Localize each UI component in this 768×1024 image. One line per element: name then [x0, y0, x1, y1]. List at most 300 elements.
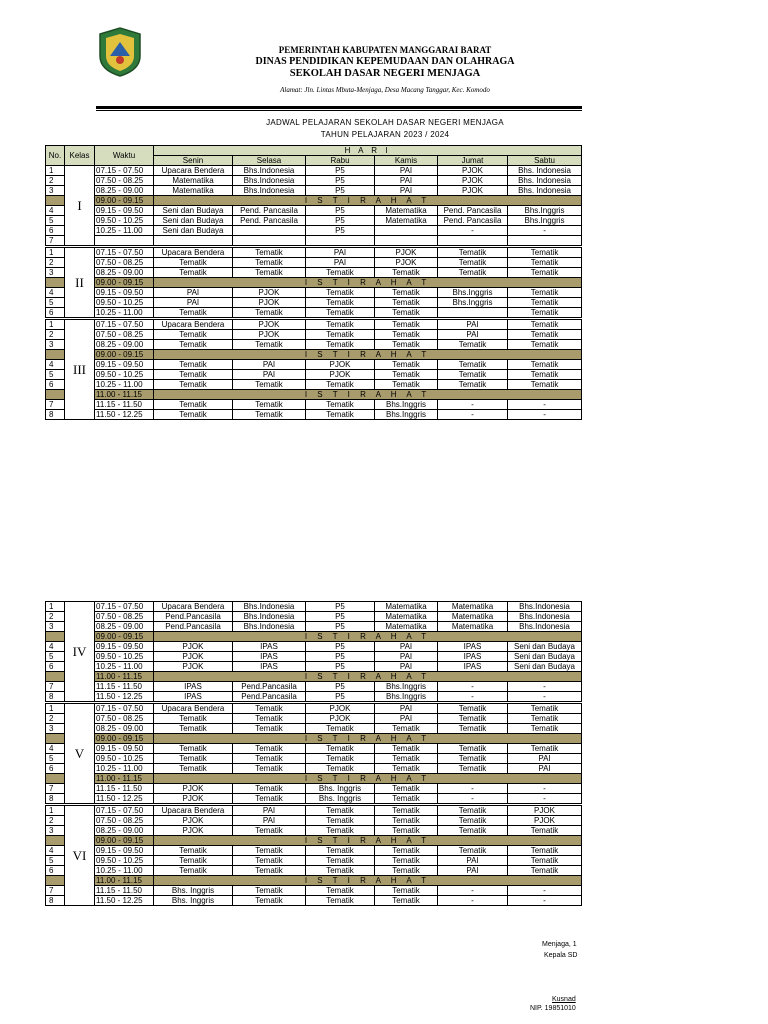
period-number: 2 [46, 612, 65, 622]
subject-cell: PJOK [154, 816, 233, 826]
period-number: 3 [46, 826, 65, 836]
subject-cell: Upacara Bendera [154, 602, 233, 612]
subject-cell: - [508, 794, 582, 805]
subject-cell: Matematika [154, 176, 233, 186]
subject-cell: IPAS [438, 652, 508, 662]
subject-cell: Tematik [438, 816, 508, 826]
subject-cell: PJOK [508, 805, 582, 816]
subject-cell: Tematik [508, 268, 582, 278]
subject-cell: Tematik [154, 754, 233, 764]
period-number: 1 [46, 319, 65, 330]
subject-cell: Pend. Pancasila [233, 206, 306, 216]
subject-cell: P5 [306, 176, 375, 186]
subject-cell: PAI [233, 370, 306, 380]
subject-cell: Bhs.Inggris [375, 692, 438, 703]
period-number [46, 774, 65, 784]
subject-cell: Tematik [375, 896, 438, 906]
subject-cell: Tematik [375, 826, 438, 836]
lesson-row [46, 622, 582, 632]
subject-cell [508, 236, 582, 247]
subject-cell: PAI [375, 186, 438, 196]
subject-cell: Tematik [306, 826, 375, 836]
subject-cell: PJOK [233, 319, 306, 330]
period-time: 08.25 - 09.00 [95, 186, 154, 196]
subject-cell: Tematik [154, 410, 233, 420]
period-number [46, 734, 65, 744]
subject-cell: IPAS [154, 682, 233, 692]
subject-cell: - [438, 410, 508, 420]
subject-cell: PJOK [438, 166, 508, 176]
subject-cell: IPAS [154, 692, 233, 703]
school-name: SEKOLAH DASAR NEGERI MENJAGA [289, 68, 481, 79]
period-number: 3 [46, 268, 65, 278]
period-number: 2 [46, 176, 65, 186]
period-time: 08.25 - 09.00 [95, 622, 154, 632]
period-number: 6 [46, 866, 65, 876]
period-time: 07.50 - 08.25 [95, 176, 154, 186]
subject-cell: Bhs. Inggris [306, 784, 375, 794]
schedule-table-classes-1-3 [45, 145, 582, 420]
subject-cell: Tematik [508, 258, 582, 268]
subject-cell: Tematik [154, 846, 233, 856]
period-time: 10.25 - 11.00 [95, 226, 154, 236]
subject-cell: Tematik [438, 247, 508, 258]
lesson-row [46, 226, 582, 236]
break-row [46, 390, 582, 400]
subject-cell: Tematik [154, 400, 233, 410]
period-time: 09.00 - 09.15 [95, 350, 154, 360]
period-time: 09.50 - 10.25 [95, 298, 154, 308]
subject-cell: P5 [306, 662, 375, 672]
subject-cell: Tematik [375, 380, 438, 390]
schedule-body-2 [46, 602, 582, 906]
period-time: 09.15 - 09.50 [95, 288, 154, 298]
subject-cell: Tematik [154, 340, 233, 350]
period-time: 09.00 - 09.15 [95, 196, 154, 206]
subject-cell: Upacara Bendera [154, 166, 233, 176]
lesson-row [46, 826, 582, 836]
subject-cell: Tematik [508, 866, 582, 876]
lesson-row [46, 216, 582, 226]
period-time: 11.50 - 12.25 [95, 896, 154, 906]
lesson-row [46, 308, 582, 319]
period-time: 09.50 - 10.25 [95, 216, 154, 226]
subject-cell: Matematika [375, 612, 438, 622]
period-time: 11.15 - 11.50 [95, 784, 154, 794]
class-label: II [65, 247, 95, 319]
subject-cell: Tematik [233, 794, 306, 805]
subject-cell: - [438, 886, 508, 896]
subject-cell: Tematik [375, 370, 438, 380]
subject-cell: Bhs.Inggris [375, 400, 438, 410]
subject-cell: Tematik [306, 886, 375, 896]
subject-cell: PJOK [154, 652, 233, 662]
subject-cell: Upacara Bendera [154, 247, 233, 258]
department-title: DINAS PENDIDIKAN KEPEMUDAAN DAN OLAHRAGA [255, 56, 515, 67]
subject-cell [306, 236, 375, 247]
period-time: 08.25 - 09.00 [95, 268, 154, 278]
subject-cell: Tematik [438, 826, 508, 836]
lesson-row [46, 703, 582, 714]
subject-cell: Tematik [233, 866, 306, 876]
subject-cell: Tematik [306, 724, 375, 734]
class-label: IV [65, 602, 95, 703]
subject-cell: Seni dan Budaya [154, 226, 233, 236]
period-number: 4 [46, 642, 65, 652]
subject-cell: P5 [306, 622, 375, 632]
lesson-row [46, 319, 582, 330]
subject-cell: PJOK [233, 288, 306, 298]
subject-cell: Tematik [154, 360, 233, 370]
subject-cell: Tematik [375, 856, 438, 866]
subject-cell: Tematik [154, 370, 233, 380]
break-label: I S T I R A H A T [154, 774, 582, 784]
subject-cell [438, 236, 508, 247]
subject-cell: Tematik [233, 764, 306, 774]
period-number: 8 [46, 794, 65, 805]
subject-cell: Matematika [154, 186, 233, 196]
subject-cell: - [438, 794, 508, 805]
subject-cell: Tematik [508, 298, 582, 308]
subject-cell: Matematika [375, 622, 438, 632]
period-number: 6 [46, 764, 65, 774]
period-number: 3 [46, 622, 65, 632]
subject-cell: Bhs.Inggris [438, 298, 508, 308]
lesson-row [46, 400, 582, 410]
subject-cell: P5 [306, 602, 375, 612]
period-number: 7 [46, 400, 65, 410]
subject-cell: Tematik [375, 754, 438, 764]
subject-cell: Tematik [233, 784, 306, 794]
lesson-row [46, 856, 582, 866]
subject-cell: Tematik [154, 268, 233, 278]
subject-cell: Bhs.Indonesia [508, 602, 582, 612]
period-number: 7 [46, 886, 65, 896]
subject-cell: PJOK [375, 247, 438, 258]
period-number: 5 [46, 370, 65, 380]
header-divider-thick [96, 106, 582, 109]
period-time [95, 236, 154, 247]
lesson-row [46, 206, 582, 216]
subject-cell: Tematik [508, 714, 582, 724]
period-time: 09.00 - 09.15 [95, 632, 154, 642]
subject-cell: Tematik [306, 288, 375, 298]
signature-place-date: Menjaga, 1 [542, 941, 577, 948]
period-number: 5 [46, 856, 65, 866]
subject-cell: Tematik [306, 846, 375, 856]
break-label: I S T I R A H A T [154, 350, 582, 360]
subject-cell: PJOK [154, 642, 233, 652]
col-header-waktu: Waktu [95, 146, 154, 166]
subject-cell: Tematik [306, 866, 375, 876]
class-label: III [65, 319, 95, 420]
period-time: 11.15 - 11.50 [95, 886, 154, 896]
subject-cell [438, 308, 508, 319]
lesson-row [46, 410, 582, 420]
period-time: 10.25 - 11.00 [95, 380, 154, 390]
school-title-block [200, 44, 570, 96]
subject-cell: PJOK [306, 370, 375, 380]
subject-cell: Tematik [233, 896, 306, 906]
subject-cell: Matematika [375, 206, 438, 216]
subject-cell: Tematik [233, 846, 306, 856]
subject-cell: Tematik [233, 410, 306, 420]
period-number: 6 [46, 662, 65, 672]
subject-cell: Tematik [233, 886, 306, 896]
subject-cell: Bhs.Inggris [375, 410, 438, 420]
period-time: 09.00 - 09.15 [95, 734, 154, 744]
signature-nip: NIP. 19851010 [530, 1005, 576, 1012]
subject-cell: Tematik [154, 724, 233, 734]
subject-cell: Seni dan Budaya [508, 652, 582, 662]
subject-cell: Tematik [375, 724, 438, 734]
subject-cell: P5 [306, 216, 375, 226]
subject-cell: Tematik [375, 340, 438, 350]
subject-cell: PAI [438, 866, 508, 876]
period-time: 09.50 - 10.25 [95, 370, 154, 380]
signature-role: Kepala SD [544, 952, 578, 959]
subject-cell: Tematik [306, 298, 375, 308]
subject-cell: Tematik [306, 764, 375, 774]
subject-cell: Tematik [233, 258, 306, 268]
subject-cell: PAI [233, 360, 306, 370]
subject-cell: Tematik [438, 703, 508, 714]
subject-cell: IPAS [438, 662, 508, 672]
subject-cell: PJOK [438, 186, 508, 196]
period-number: 2 [46, 330, 65, 340]
subject-cell: Tematik [438, 258, 508, 268]
subject-cell: IPAS [438, 642, 508, 652]
subject-cell: Tematik [375, 846, 438, 856]
subject-cell: Tematik [154, 856, 233, 866]
period-time: 07.50 - 08.25 [95, 330, 154, 340]
subject-cell: Tematik [154, 330, 233, 340]
subject-cell: IPAS [233, 652, 306, 662]
period-number [46, 632, 65, 642]
subject-cell: Tematik [154, 866, 233, 876]
subject-cell: Tematik [375, 784, 438, 794]
period-time: 07.50 - 08.25 [95, 612, 154, 622]
period-time: 07.15 - 07.50 [95, 703, 154, 714]
subject-cell: Tematik [306, 896, 375, 906]
period-time: 11.00 - 11.15 [95, 876, 154, 886]
subject-cell: - [438, 896, 508, 906]
subject-cell: PJOK [438, 176, 508, 186]
school-year: TAHUN PELAJARAN 2023 / 2024 [320, 130, 450, 139]
subject-cell: Tematik [233, 724, 306, 734]
lesson-row [46, 805, 582, 816]
subject-cell: Tematik [438, 754, 508, 764]
subject-cell: Tematik [438, 360, 508, 370]
period-number: 6 [46, 380, 65, 390]
subject-cell: Tematik [306, 380, 375, 390]
signature-name: Kusnad [552, 996, 576, 1003]
subject-cell: Tematik [508, 288, 582, 298]
subject-cell: Tematik [375, 866, 438, 876]
subject-cell: Tematik [233, 247, 306, 258]
break-row [46, 278, 582, 288]
period-number: 3 [46, 186, 65, 196]
subject-cell: Tematik [154, 380, 233, 390]
lesson-row [46, 692, 582, 703]
period-number: 2 [46, 714, 65, 724]
subject-cell: Tematik [375, 268, 438, 278]
subject-cell: Bhs. Indonesia [508, 176, 582, 186]
schedule-title [200, 117, 570, 141]
period-number: 1 [46, 703, 65, 714]
subject-cell: Seni dan Budaya [508, 642, 582, 652]
period-number: 6 [46, 308, 65, 319]
day-header: Jumat [438, 156, 508, 166]
period-number: 1 [46, 602, 65, 612]
subject-cell: P5 [306, 612, 375, 622]
subject-cell: PAI [438, 319, 508, 330]
header-divider-thin [96, 110, 582, 111]
subject-cell: - [438, 692, 508, 703]
subject-cell [375, 236, 438, 247]
lesson-row [46, 682, 582, 692]
subject-cell: Tematik [306, 400, 375, 410]
subject-cell: Tematik [438, 380, 508, 390]
period-time: 09.00 - 09.15 [95, 278, 154, 288]
lesson-row [46, 602, 582, 612]
subject-cell: Bhs.Indonesia [233, 166, 306, 176]
subject-cell: Tematik [508, 724, 582, 734]
lesson-row [46, 298, 582, 308]
break-label: I S T I R A H A T [154, 196, 582, 206]
subject-cell: - [438, 226, 508, 236]
subject-cell: PAI [375, 662, 438, 672]
lesson-row [46, 186, 582, 196]
period-time: 09.50 - 10.25 [95, 652, 154, 662]
subject-cell: PJOK [154, 784, 233, 794]
subject-cell: Pend.Pancasila [233, 682, 306, 692]
lesson-row [46, 816, 582, 826]
subject-cell: Tematik [233, 856, 306, 866]
subject-cell: Tematik [233, 268, 306, 278]
subject-cell: Tematik [438, 268, 508, 278]
period-time: 11.00 - 11.15 [95, 390, 154, 400]
period-number: 7 [46, 236, 65, 247]
period-number [46, 196, 65, 206]
subject-cell: Tematik [508, 360, 582, 370]
period-number: 8 [46, 410, 65, 420]
subject-cell: Pend.Pancasila [154, 622, 233, 632]
subject-cell: Upacara Bendera [154, 703, 233, 714]
subject-cell: PAI [233, 816, 306, 826]
subject-cell: Tematik [508, 826, 582, 836]
subject-cell: Tematik [508, 703, 582, 714]
subject-cell: Tematik [233, 308, 306, 319]
schedule-table-classes-4-6 [45, 601, 582, 906]
period-number: 5 [46, 216, 65, 226]
subject-cell: - [438, 400, 508, 410]
subject-cell: P5 [306, 682, 375, 692]
subject-cell: Pend. Pancasila [438, 206, 508, 216]
subject-cell: PJOK [233, 330, 306, 340]
subject-cell: Bhs.Inggris [375, 682, 438, 692]
period-number [46, 390, 65, 400]
lesson-row [46, 247, 582, 258]
period-time: 07.15 - 07.50 [95, 805, 154, 816]
period-time: 10.25 - 11.00 [95, 764, 154, 774]
subject-cell: Tematik [233, 380, 306, 390]
lesson-row [46, 360, 582, 370]
period-time: 11.50 - 12.25 [95, 410, 154, 420]
subject-cell: P5 [306, 186, 375, 196]
period-number: 4 [46, 744, 65, 754]
subject-cell: Tematik [306, 330, 375, 340]
break-row [46, 876, 582, 886]
period-time: 10.25 - 11.00 [95, 308, 154, 319]
subject-cell: Tematik [375, 794, 438, 805]
subject-cell: P5 [306, 652, 375, 662]
subject-cell: P5 [306, 206, 375, 216]
subject-cell: Matematika [438, 612, 508, 622]
subject-cell: Tematik [375, 805, 438, 816]
subject-cell: Tematik [154, 308, 233, 319]
period-number: 4 [46, 288, 65, 298]
class-label: V [65, 703, 95, 805]
subject-cell: Bhs. Indonesia [508, 166, 582, 176]
period-number: 1 [46, 805, 65, 816]
break-label: I S T I R A H A T [154, 390, 582, 400]
subject-cell: PJOK [375, 258, 438, 268]
subject-cell: PAI [508, 764, 582, 774]
day-header: Rabu [306, 156, 375, 166]
lesson-row [46, 794, 582, 805]
subject-cell: Tematik [375, 330, 438, 340]
subject-cell: PJOK [306, 714, 375, 724]
subject-cell [233, 236, 306, 247]
subject-cell: Bhs.Indonesia [233, 602, 306, 612]
subject-cell: Matematika [375, 216, 438, 226]
day-header: Selasa [233, 156, 306, 166]
subject-cell: Tematik [154, 744, 233, 754]
break-label: I S T I R A H A T [154, 876, 582, 886]
subject-cell: Bhs.Indonesia [233, 622, 306, 632]
subject-cell: - [508, 784, 582, 794]
lesson-row [46, 380, 582, 390]
subject-cell: PAI [306, 247, 375, 258]
lesson-row [46, 714, 582, 724]
subject-cell: Pend.Pancasila [154, 612, 233, 622]
subject-cell: PAI [438, 330, 508, 340]
subject-cell: PAI [375, 176, 438, 186]
period-time: 11.15 - 11.50 [95, 682, 154, 692]
subject-cell: PAI [306, 258, 375, 268]
period-number: 1 [46, 247, 65, 258]
subject-cell: PAI [375, 652, 438, 662]
subject-cell: Tematik [154, 764, 233, 774]
subject-cell: P5 [306, 166, 375, 176]
subject-cell: Tematik [233, 340, 306, 350]
period-time: 09.00 - 09.15 [95, 836, 154, 846]
period-number: 4 [46, 846, 65, 856]
subject-cell: Bhs. Indonesia [508, 186, 582, 196]
col-header-hari: H A R I [154, 146, 582, 156]
lesson-row [46, 258, 582, 268]
subject-cell: - [508, 226, 582, 236]
period-number: 2 [46, 258, 65, 268]
subject-cell: Tematik [508, 370, 582, 380]
period-number: 5 [46, 754, 65, 764]
break-label: I S T I R A H A T [154, 672, 582, 682]
subject-cell: Tematik [306, 744, 375, 754]
subject-cell: Tematik [508, 846, 582, 856]
subject-cell: Tematik [508, 308, 582, 319]
period-time: 10.25 - 11.00 [95, 662, 154, 672]
